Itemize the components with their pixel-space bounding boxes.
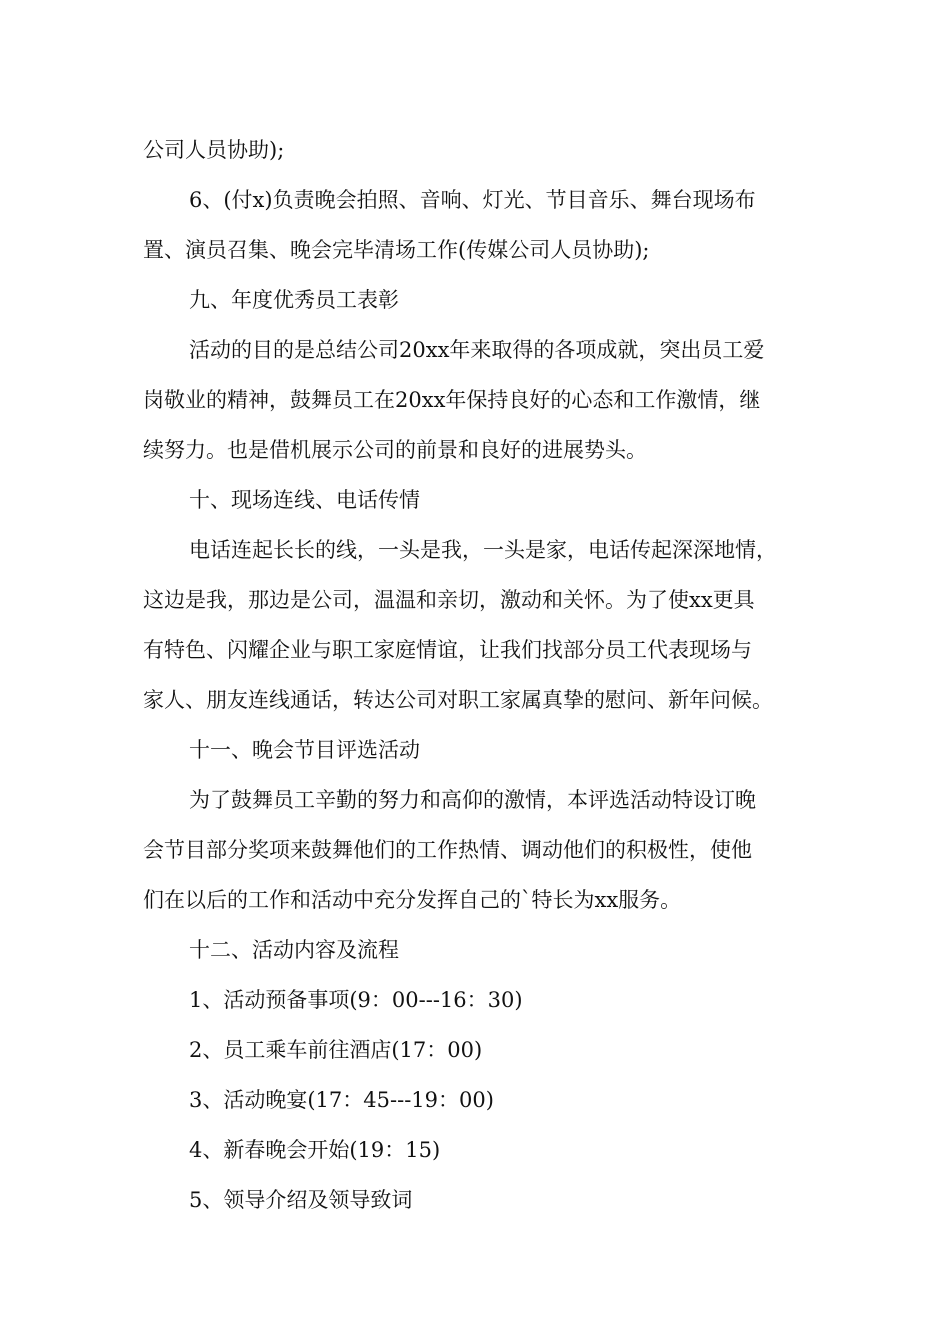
list-item: 3、活动晚宴(17：45---19：00): [189, 1088, 494, 1112]
list-item: 4、新春晚会开始(19：15): [189, 1138, 441, 1162]
text-line: 6、(付x)负责晚会拍照、音响、灯光、节目音乐、舞台现场布: [189, 188, 756, 212]
text-line: 公司人员协助);: [143, 138, 285, 162]
list-item: 2、员工乘车前往酒店(17：00): [189, 1038, 483, 1062]
section-heading: 十一、晚会节目评选活动: [189, 738, 420, 762]
text-line: 家人、朋友连线通话，转达公司对职工家属真挚的慰问、新年问候。: [143, 688, 773, 712]
text-line: 置、演员召集、晚会完毕清场工作(传媒公司人员协助);: [143, 238, 650, 262]
text-line: 这边是我，那边是公司，温温和亲切，激动和关怀。为了使xx更具: [143, 588, 755, 612]
text-line: 有特色、闪耀企业与职工家庭情谊，让我们找部分员工代表现场与: [143, 638, 752, 662]
text-line: 续努力。也是借机展示公司的前景和良好的进展势头。: [143, 438, 647, 462]
text-line: 会节目部分奖项来鼓舞他们的工作热情、调动他们的积极性，使他: [143, 838, 752, 862]
section-heading: 九、年度优秀员工表彰: [189, 288, 399, 312]
text-line: 为了鼓舞员工辛勤的努力和高仰的激情，本评选活动特设订晚: [189, 788, 756, 812]
section-heading: 十、现场连线、电话传情: [189, 488, 420, 512]
text-line: 们在以后的工作和活动中充分发挥自己的`特长为xx服务。: [143, 888, 682, 912]
list-item: 5、领导介绍及领导致词: [189, 1188, 413, 1212]
section-heading: 十二、活动内容及流程: [189, 938, 399, 962]
list-item: 1、活动预备事项(9：00---16：30): [189, 988, 523, 1012]
text-line: 岗敬业的精神，鼓舞员工在20xx年保持良好的心态和工作激情，继: [143, 388, 761, 412]
text-line: 活动的目的是总结公司20xx年来取得的各项成就，突出员工爱: [189, 338, 765, 362]
text-line: 电话连起长长的线，一头是我，一头是家，电话传起深深地情，: [189, 538, 777, 562]
